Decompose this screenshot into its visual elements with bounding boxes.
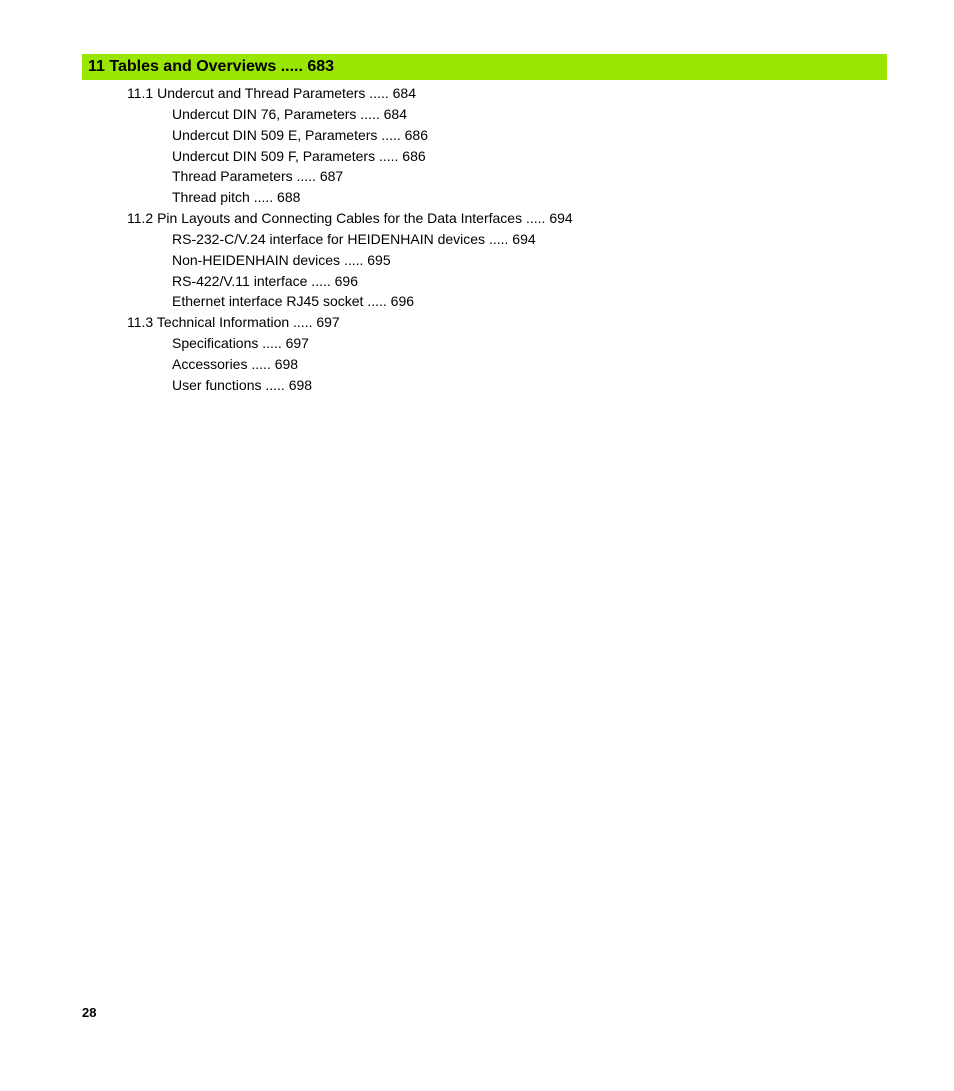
toc-subsection-entry[interactable]: Accessories ..... 698 bbox=[172, 355, 299, 372]
toc-subsection-entry[interactable]: Undercut DIN 509 E, Parameters ..... 686 bbox=[172, 126, 429, 143]
toc-subsection-entry[interactable]: Non-HEIDENHAIN devices ..... 695 bbox=[172, 251, 391, 268]
toc-subsection-entry[interactable]: Undercut DIN 76, Parameters ..... 684 bbox=[172, 105, 407, 122]
toc-subsection-entry[interactable]: Thread pitch ..... 688 bbox=[172, 189, 301, 206]
toc-subsection-entry[interactable]: Ethernet interface RJ45 socket ..... 696 bbox=[172, 293, 415, 310]
toc-subsection-entry[interactable]: RS-232-C/V.24 interface for HEIDENHAIN devices ..... 694 bbox=[172, 230, 536, 247]
chapter-header-bar bbox=[82, 54, 887, 80]
toc-subsection-entry[interactable]: Undercut DIN 509 F, Parameters ..... 686 bbox=[172, 147, 426, 164]
toc-subsection-entry[interactable]: RS-422/V.11 interface ..... 696 bbox=[172, 272, 359, 289]
toc-subsection-entry[interactable]: Specifications ..... 697 bbox=[172, 335, 309, 352]
toc-subsection-entry[interactable]: User functions ..... 698 bbox=[172, 376, 313, 393]
toc-subsection-entry[interactable]: Thread Parameters ..... 687 bbox=[172, 168, 344, 185]
toc-section-entry[interactable]: 11.2 Pin Layouts and Connecting Cables for the Data Interfaces ..... 694 bbox=[127, 210, 573, 227]
page-number: 28 bbox=[82, 1005, 97, 1020]
toc-section-entry[interactable]: 11.1 Undercut and Thread Parameters ..... 684 bbox=[127, 85, 416, 101]
chapter-title[interactable]: 11 Tables and Overviews ..... 683 bbox=[88, 58, 335, 75]
toc-section-entry[interactable]: 11.3 Technical Information ..... 697 bbox=[127, 314, 340, 331]
table-of-contents bbox=[0, 83, 954, 396]
